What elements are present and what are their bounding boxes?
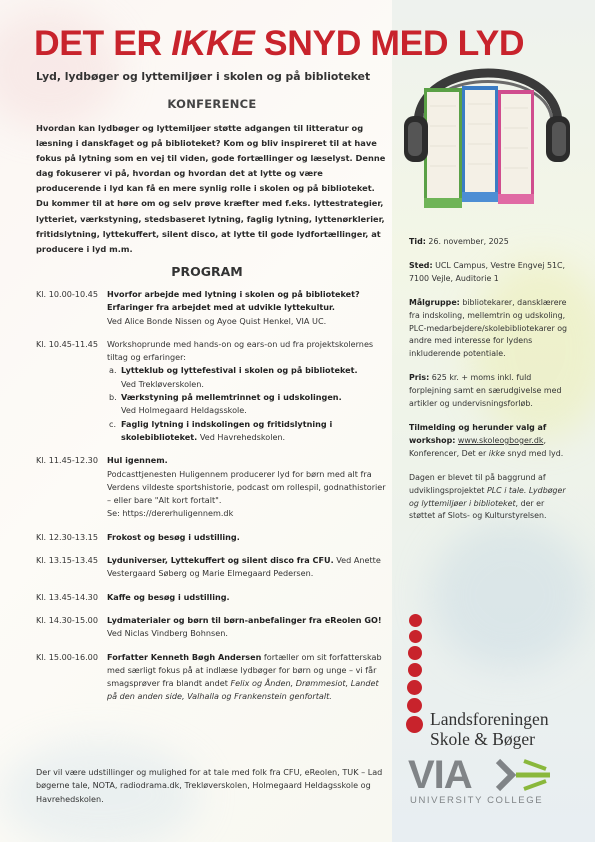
program-item [36, 651, 386, 704]
workshop-letter: c. [109, 418, 117, 429]
info-background: Dagen er blevet til på baggrund af udviklingsprojektet PLC i tale. Lydbøger og lyttemiljøer i biblioteket, der er støttet af Slots- og Kulturstyrelsen. [409, 472, 566, 521]
program-text: Podcasttjenesten Huligennem producerer lyd for børn med alt fra Verdens vildeste sportshistorie, podcast om rollespil, godnathistorier – eller bare "Alt kort fortalt". [107, 468, 386, 506]
landsforeningen-logo-text: Landsforeningen Skole & Bøger [430, 709, 549, 749]
info-column [409, 236, 569, 534]
via-logo [408, 755, 578, 810]
info-place: Sted: UCL Campus, Vestre Engvej 51C, 7100 Vejle, Auditorie 1 [409, 260, 566, 283]
program-text: Ved Alice Bonde Nissen og Ayoe Quist Henkel, VIA UC. [107, 315, 327, 326]
workshop-letter: b. [109, 392, 117, 403]
program-title: Kaffe og besøg i udstilling. [107, 591, 230, 602]
watercolor-wash-blue [430, 520, 590, 670]
workshop-title: Værkstyning på mellemtrinnet og i udskolingen. [121, 392, 342, 403]
title-ikke: IKKE [171, 23, 255, 63]
program-title: Hul igennem. [107, 455, 168, 466]
info-registration: Tilmelding og herunder valg af workshop: www.skoleogboger.dk, Konferencer, Det er ikke snyd med lyd. [409, 422, 564, 458]
program-title: Lyduniverser, Lyttekuffert og silent disco fra CFU. [107, 555, 334, 566]
workshop-text: Ved Holmegaard Heldagsskole. [121, 405, 247, 416]
program-text: Ved Niclas Vindberg Bohnsen. [107, 628, 228, 639]
registration-link[interactable]: www.skoleogboger.dk [457, 435, 544, 445]
conference-heading: KONFERENCE [167, 97, 257, 111]
program-list [36, 288, 386, 714]
program-time: Kl. 14.30-15.00 [36, 614, 98, 625]
title-part2: SNYD MED LYD [254, 23, 525, 63]
program-time: Kl. 11.45-12.30 [36, 455, 98, 466]
workshop-title: Faglig lytning i indskolingen og fritidslytning i skolebiblioteket. [121, 418, 333, 442]
exhibitors-text: Der vil være udstillinger og mulighed for at tale med folk fra CFU, eReolen, TUK – Lad bøgerne tale, NOTA, radiodrama.dk, Trekløverskolen, Holmegaard Heldagsskole og Havrehedskolen. [36, 767, 383, 804]
program-item [36, 554, 386, 581]
program-link[interactable]: Se: https://dererhuligennem.dk [107, 508, 234, 519]
program-item [36, 614, 386, 641]
program-text: fortæller om sit forfatterskab med særligt fokus på at indlæse lydbøger for børn og unge – vi får smagsprøver fra blandt andet [107, 651, 382, 689]
program-text: Workshoprunde med hands-on og ears-on ud fra projektskolernes tiltag og erfaringer: [107, 338, 374, 363]
program-heading: PROGRAM [171, 264, 243, 279]
workshop-text: Ved Havrehedskolen. [199, 431, 286, 442]
title-part1: DET ER [34, 23, 172, 63]
via-subtitle: UNIVERSITY COLLEGE [410, 795, 544, 806]
workshop-letter: a. [109, 365, 117, 376]
program-time: Kl. 10.45-11.45 [36, 338, 98, 349]
program-title: Forfatter Kenneth Bøgh Andersen [107, 651, 262, 662]
via-chevron-icon [494, 757, 554, 793]
program-time: Kl. 13.45-14.30 [36, 591, 98, 602]
info-time: Tid: 26. november, 2025 [409, 237, 509, 246]
program-title: Frokost og besøg i udstilling. [107, 531, 240, 542]
program-title: Lydmaterialer og børn til børn-anbefalinger fra eReolen GO! [107, 614, 382, 625]
program-item [36, 454, 386, 520]
program-works: Felix og Ånden, Drømmesiot, Landet på den anden side, Valhalla og Frankenstein genfortalt. [107, 678, 379, 702]
program-time: Kl. 12.30-13.15 [36, 531, 98, 542]
via-wordmark: VIA [408, 753, 472, 797]
workshop-item [107, 391, 386, 418]
workshop-item [107, 418, 386, 445]
program-item [36, 288, 386, 328]
workshop-item [107, 364, 386, 391]
headphones-books-illustration [398, 36, 578, 216]
earcup-left [404, 116, 428, 162]
earcup-right [546, 116, 570, 162]
workshop-text: Ved Trekløverskolen. [121, 378, 204, 389]
program-item [36, 338, 386, 444]
program-time: Kl. 10.00-10.45 [36, 289, 98, 299]
workshop-title: Lytteklub og lyttefestival i skolen og på biblioteket. [121, 365, 358, 376]
info-price: Pris: 625 kr. + moms inkl. fuld forplejning samt en særudgivelse med artikler og undervisningsforløb. [409, 373, 562, 409]
program-item [36, 531, 386, 544]
subtitle: Lyd, lydbøger og lyttemiljøer i skolen og på biblioteket [36, 70, 371, 83]
info-audience: Målgruppe: bibliotekarer, dansklærere fra indskoling, mellemtrin og udskoling, PLC-medarbejdere/skolebibliotekarer og andre med interesse for lydens inkluderende potentiale. [409, 297, 568, 359]
program-time: Kl. 15.00-16.00 [36, 651, 98, 662]
workshop-list [107, 364, 386, 444]
program-text: Ved Anette Vestergaard Søberg og Marie Elmegaard Pedersen. [107, 555, 381, 579]
program-title: Hvorfor arbejde med lytning i skolen og på biblioteket? Erfaringer fra arbejdet med at udvikle lyttekultur. [107, 289, 360, 313]
intro-paragraph: Hvordan kan lydbøger og lyttemiljøer støtte adgangen til litteratur og læsning i danskfaget og på biblioteket? Kom og bliv inspireret til at have fokus på lytning som en vej til viden, gode fortællinger og læselyst. Denne dag fokuserer vi på, hvordan og hvordan det at lytte og være producerende i lyd kan få en mere synlig rolle i skolen og på biblioteket. Du kommer til at høre om og selv prøve kræfter med f.eks. lyttestrategier, lytteriet, værkstyning, stedsbaseret lytning, faglig lytning, lyttenørklerier, fritidslytning, lyttekuffert, silent disco, at lytte til gode lydfortællinger, at producere i lyd m.m. [36, 123, 386, 254]
program-time: Kl. 13.15-13.45 [36, 555, 98, 566]
book-pink [498, 90, 534, 204]
program-item [36, 591, 386, 604]
